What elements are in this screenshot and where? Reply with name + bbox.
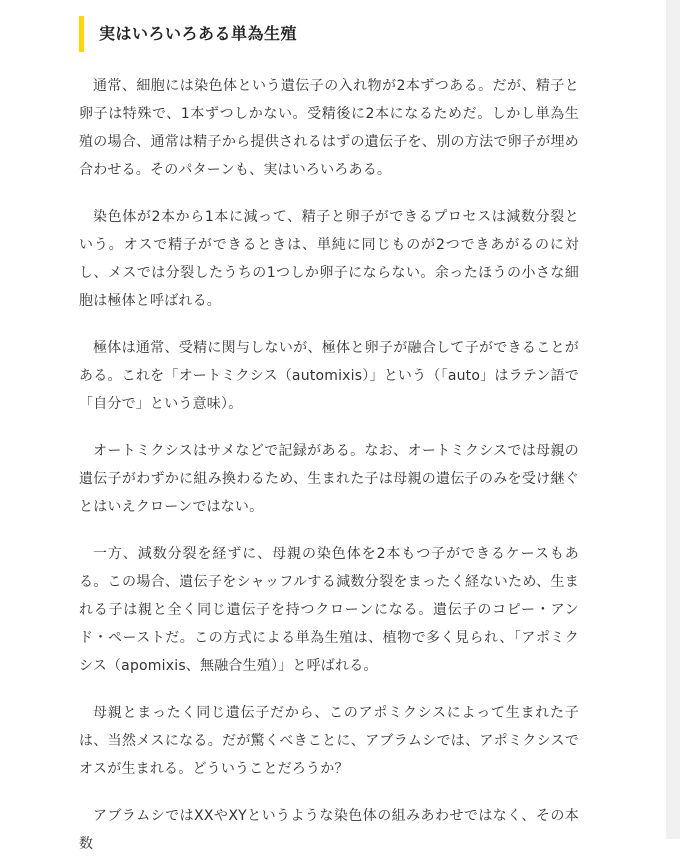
paragraph: アブラムシではXXやXYというような染色体の組みあわせではなく、その本数: [79, 808, 579, 852]
section-heading: [79, 16, 579, 52]
article-body: [79, 0, 579, 858]
paragraph: 一方、減数分裂を経ずに、母親の染色体を2本もつ子ができるケースもある。この場合、遺伝子をシャッフルする減数分裂をまったく経ないため、生まれる子は親と全く同じ遺伝子を持つクローンになる。遺伝子のコピー・アンド・ペーストだ。この方式による単為生殖は、植物で多く見られ、「アポミクシス（apomixis、無融合生殖）」と呼ばれる。: [79, 546, 579, 674]
paragraph: オートミクシスはサメなどで記録がある。なお、オートミクシスでは母親の遺伝子がわずかに組み換わるため、生まれた子は母親の遺伝子のみを受け継ぐとはいえクローンではない。: [79, 443, 579, 515]
paragraph: 通常、細胞には染色体という遺伝子の入れ物が2本ずつある。だが、精子と卵子は特殊で、1本ずつしかない。受精後に2本になるためだ。しかし単為生殖の場合、通常は精子から提供されるはずの遺伝子を、別の方法で卵子が埋め合わせる。そのパターンも、実はいろいろある。: [79, 78, 579, 178]
paragraph: 母親とまったく同じ遺伝子だから、このアポミクシスによって生まれた子は、当然メスになる。だが驚くべきことに、アブラムシでは、アポミクシスでオスが生まれる。どういうことだろうか？: [79, 705, 579, 777]
paragraph: 極体は通常、受精に関与しないが、極体と卵子が融合して子ができることがある。これを「オートミクシス（automixis）」という（「auto」はラテン語で「自分で」という意味）。: [79, 340, 579, 412]
section-heading-text: 実はいろいろある単為生殖: [99, 24, 298, 43]
paragraph: 染色体が2本から1本に減って、精子と卵子ができるプロセスは減数分裂という。オスで精子ができるときは、単純に同じものが2つできあがるのに対し、メスでは分裂したうちの1つしか卵子にならない。余ったほうの小さな細胞は極体と呼ばれる。: [79, 209, 579, 309]
scrollbar-track[interactable]: [666, 0, 680, 839]
